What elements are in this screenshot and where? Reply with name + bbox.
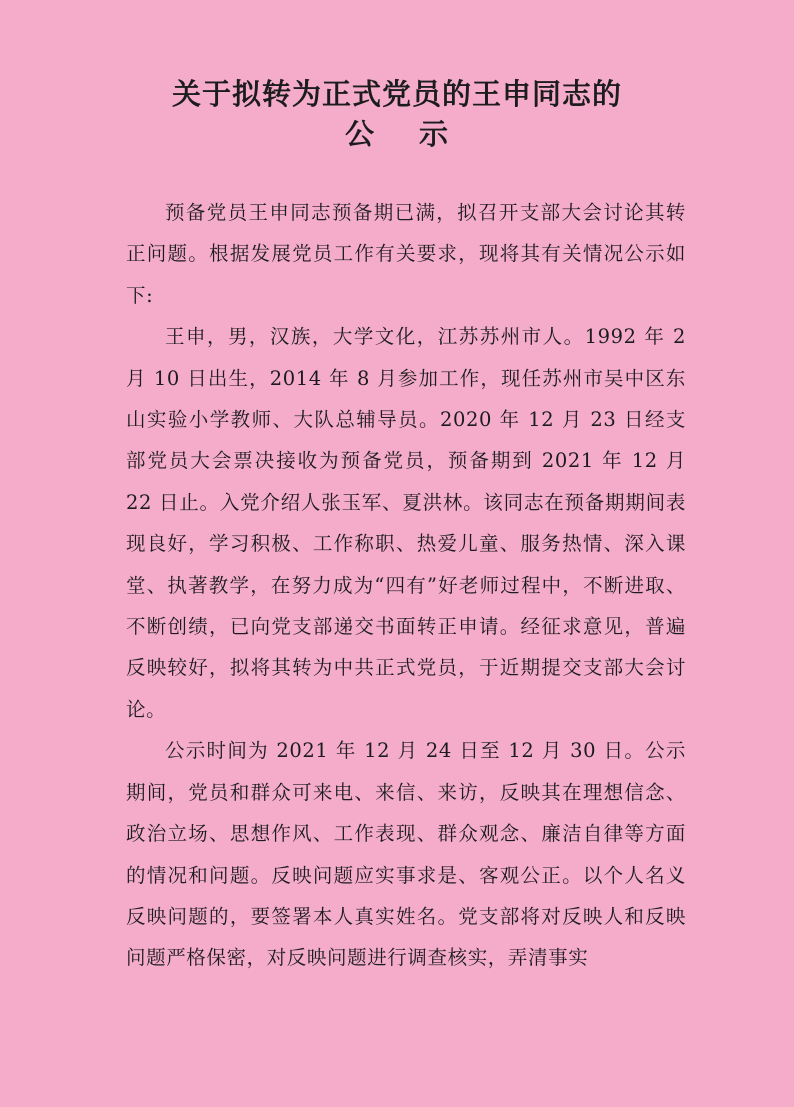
title-char-shi: 示 [419,117,450,151]
title-line-1: 关于拟转为正式党员的王申同志的 [171,77,622,111]
paragraph-1: 预备党员王申同志预备期已满，拟召开支部大会讨论其转正问题。根据发展党员工作有关要求，现将其有关情况公示如下: [126,201,686,307]
title-char-gong: 公 [344,117,375,151]
document-title [0,74,794,154]
document-body [126,192,686,979]
paragraph-2: 王申，男，汉族，大学文化，江苏苏州市人。1992 年 2 月 10 日出生，2014 年 8 月参加工作，现任苏州市吴中区东山实验小学教师、大队总辅导员。2020 年 12 月 23 日经支部党员大会票决接收为预备党员，预备期到 2021 年 12 月 22 日止。入党介绍人张玉军、夏洪林。该同志在预备期期间表现良好，学习积极、工作称职、热爱儿童、服务热情、深入课堂、执著教学，在努力成为“四有”好老师过程中，不断进取、不断创绩，已向党支部递交书面转正申请。经征求意见，普遍反映较好，拟将其转为中共正式党员，于近期提交支部大会讨论。 [126,325,686,721]
paragraph-3: 公示时间为 2021 年 12 月 24 日至 12 月 30 日。公示期间，党员和群众可来电、来信、来访，反映其在理想信念、政治立场、思想作风、工作表现、群众观念、廉洁自律等方面的情况和问题。反映问题应实事求是、客观公正。以个人名义反映问题的，要签署本人真实姓名。党支部将对反映人和反映问题严格保密，对反映问题进行调查核实，弄清事实 [126,739,686,970]
title-line-2 [0,114,794,154]
